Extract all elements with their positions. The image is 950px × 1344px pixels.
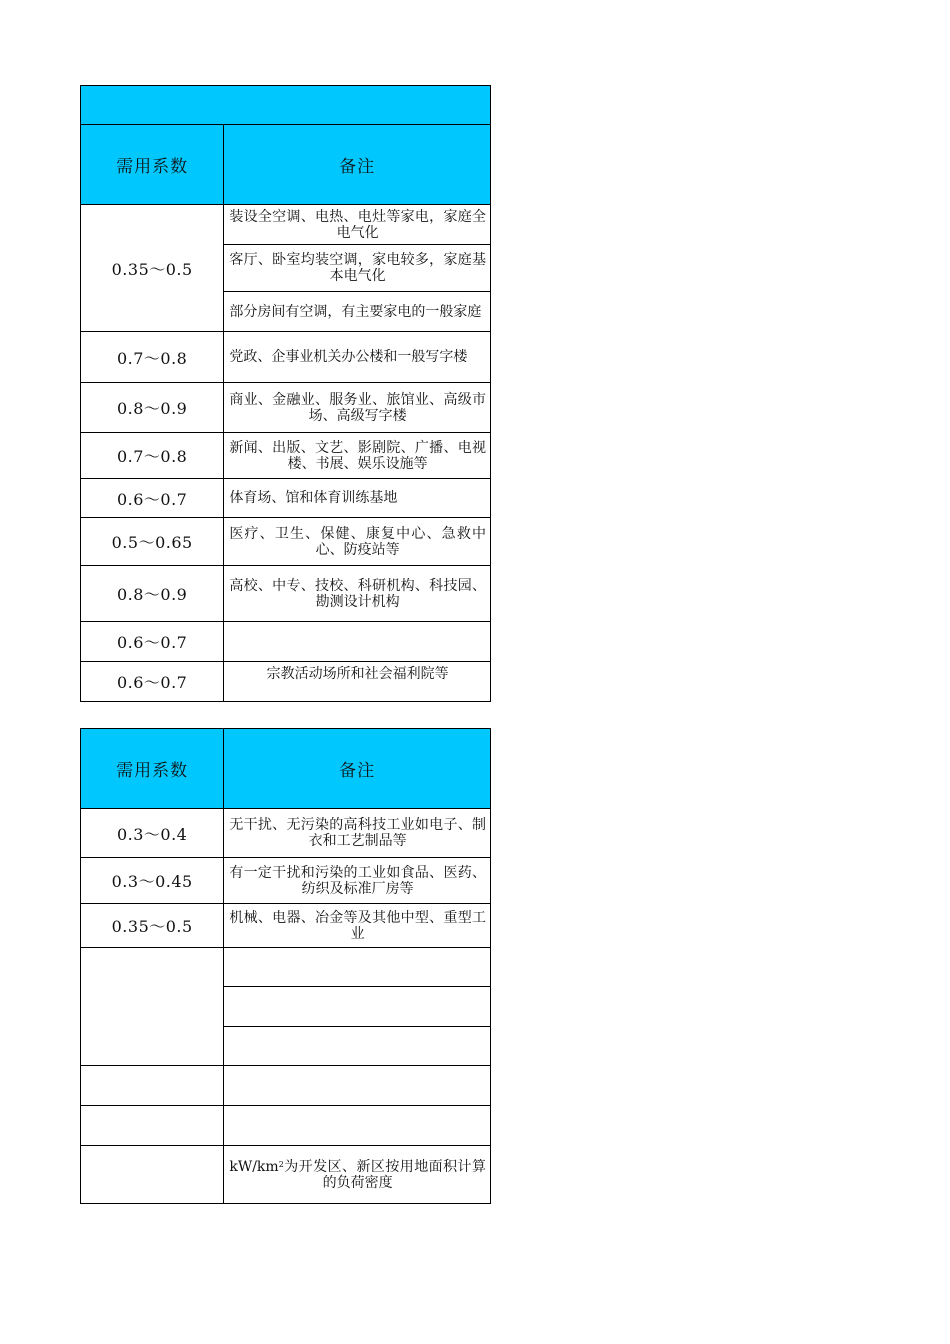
unit-superscript: 2: [278, 1159, 284, 1169]
table-row: [81, 662, 491, 702]
empty-coef-cell: [81, 1106, 224, 1146]
coef-cell: 0.6～0.7: [81, 662, 224, 702]
table-row: [81, 566, 491, 622]
note-cell: 体育场、馆和体育训练基地: [224, 479, 491, 518]
note-cell: 有一定干扰和污染的工业如食品、医药、纺织及标准厂房等: [224, 858, 491, 904]
load-density-note: [224, 1146, 491, 1204]
note-cell: [224, 622, 491, 662]
table-row: [81, 809, 491, 858]
note-cell: 医疗、卫生、保健、康复中心、急救中心、防疫站等: [224, 518, 491, 566]
table-row: [81, 433, 491, 479]
note-cell: 宗教活动场所和社会福利院等: [224, 662, 491, 702]
coef-column-header: 需用系数: [81, 125, 224, 205]
coef-cell: 0.6～0.7: [81, 479, 224, 518]
empty-coef-cell: [81, 948, 224, 1066]
note-cell: 无干扰、无污染的高科技工业如电子、制衣和工艺制品等: [224, 809, 491, 858]
residential-coef-cell: 0.35～0.5: [81, 205, 224, 332]
table1-title-band: [81, 86, 491, 125]
table-row: [81, 858, 491, 904]
coef-cell: 0.8～0.9: [81, 566, 224, 622]
note-column-header: 备注: [224, 125, 491, 205]
table-row: [81, 332, 491, 383]
table-row: [81, 383, 491, 433]
table-row: [81, 518, 491, 566]
demand-coefficient-table-1: [80, 85, 491, 702]
residential-note-1: 装设全空调、电热、电灶等家电，家庭全电气化: [224, 205, 491, 245]
coef-cell: 0.35～0.5: [81, 904, 224, 948]
coef-cell: 0.6～0.7: [81, 622, 224, 662]
residential-note-2: 客厅、卧室均装空调，家电较多，家庭基本电气化: [224, 245, 491, 292]
coef-cell: 0.3～0.4: [81, 809, 224, 858]
empty-note-cell: [224, 948, 491, 987]
title-band-cell: [81, 86, 491, 125]
table-row: [81, 1106, 491, 1146]
coef-cell: 0.8～0.9: [81, 383, 224, 433]
table1-header-row: [81, 125, 491, 205]
load-density-text: 为开发区、新区按用地面积计算的负荷密度: [283, 1158, 486, 1191]
note-cell: 新闻、出版、文艺、影剧院、广播、电视楼、书展、娱乐设施等: [224, 433, 491, 479]
note-cell: 高校、中专、技校、科研机构、科技园、勘测设计机构: [224, 566, 491, 622]
note-cell: 机械、电器、冶金等及其他中型、重型工业: [224, 904, 491, 948]
empty-note-cell: [224, 1106, 491, 1146]
empty-coef-cell: [81, 1146, 224, 1204]
empty-note-cell: [224, 1066, 491, 1106]
coef-column-header: 需用系数: [81, 729, 224, 809]
note-cell: 党政、企事业机关办公楼和一般写字楼: [224, 332, 491, 383]
note-cell: 商业、金融业、服务业、旅馆业、高级市场、高级写字楼: [224, 383, 491, 433]
coef-cell: 0.5～0.65: [81, 518, 224, 566]
coef-cell: 0.7～0.8: [81, 332, 224, 383]
table-row: [81, 479, 491, 518]
table-row: [81, 622, 491, 662]
empty-note-cell: [224, 987, 491, 1027]
residential-note-3: 部分房间有空调，有主要家电的一般家庭: [224, 292, 491, 332]
table-row: [81, 1066, 491, 1106]
coef-cell: 0.7～0.8: [81, 433, 224, 479]
table-row: [81, 205, 491, 245]
table-row: [81, 1146, 491, 1204]
unit-base: kW/km: [229, 1158, 279, 1175]
coef-cell: 0.3～0.45: [81, 858, 224, 904]
table2-header-row: [81, 729, 491, 809]
empty-coef-cell: [81, 1066, 224, 1106]
empty-note-cell: [224, 1027, 491, 1066]
table-row: [81, 948, 491, 987]
table-row: [81, 904, 491, 948]
demand-coefficient-table-2: [80, 728, 491, 1204]
note-column-header: 备注: [224, 729, 491, 809]
